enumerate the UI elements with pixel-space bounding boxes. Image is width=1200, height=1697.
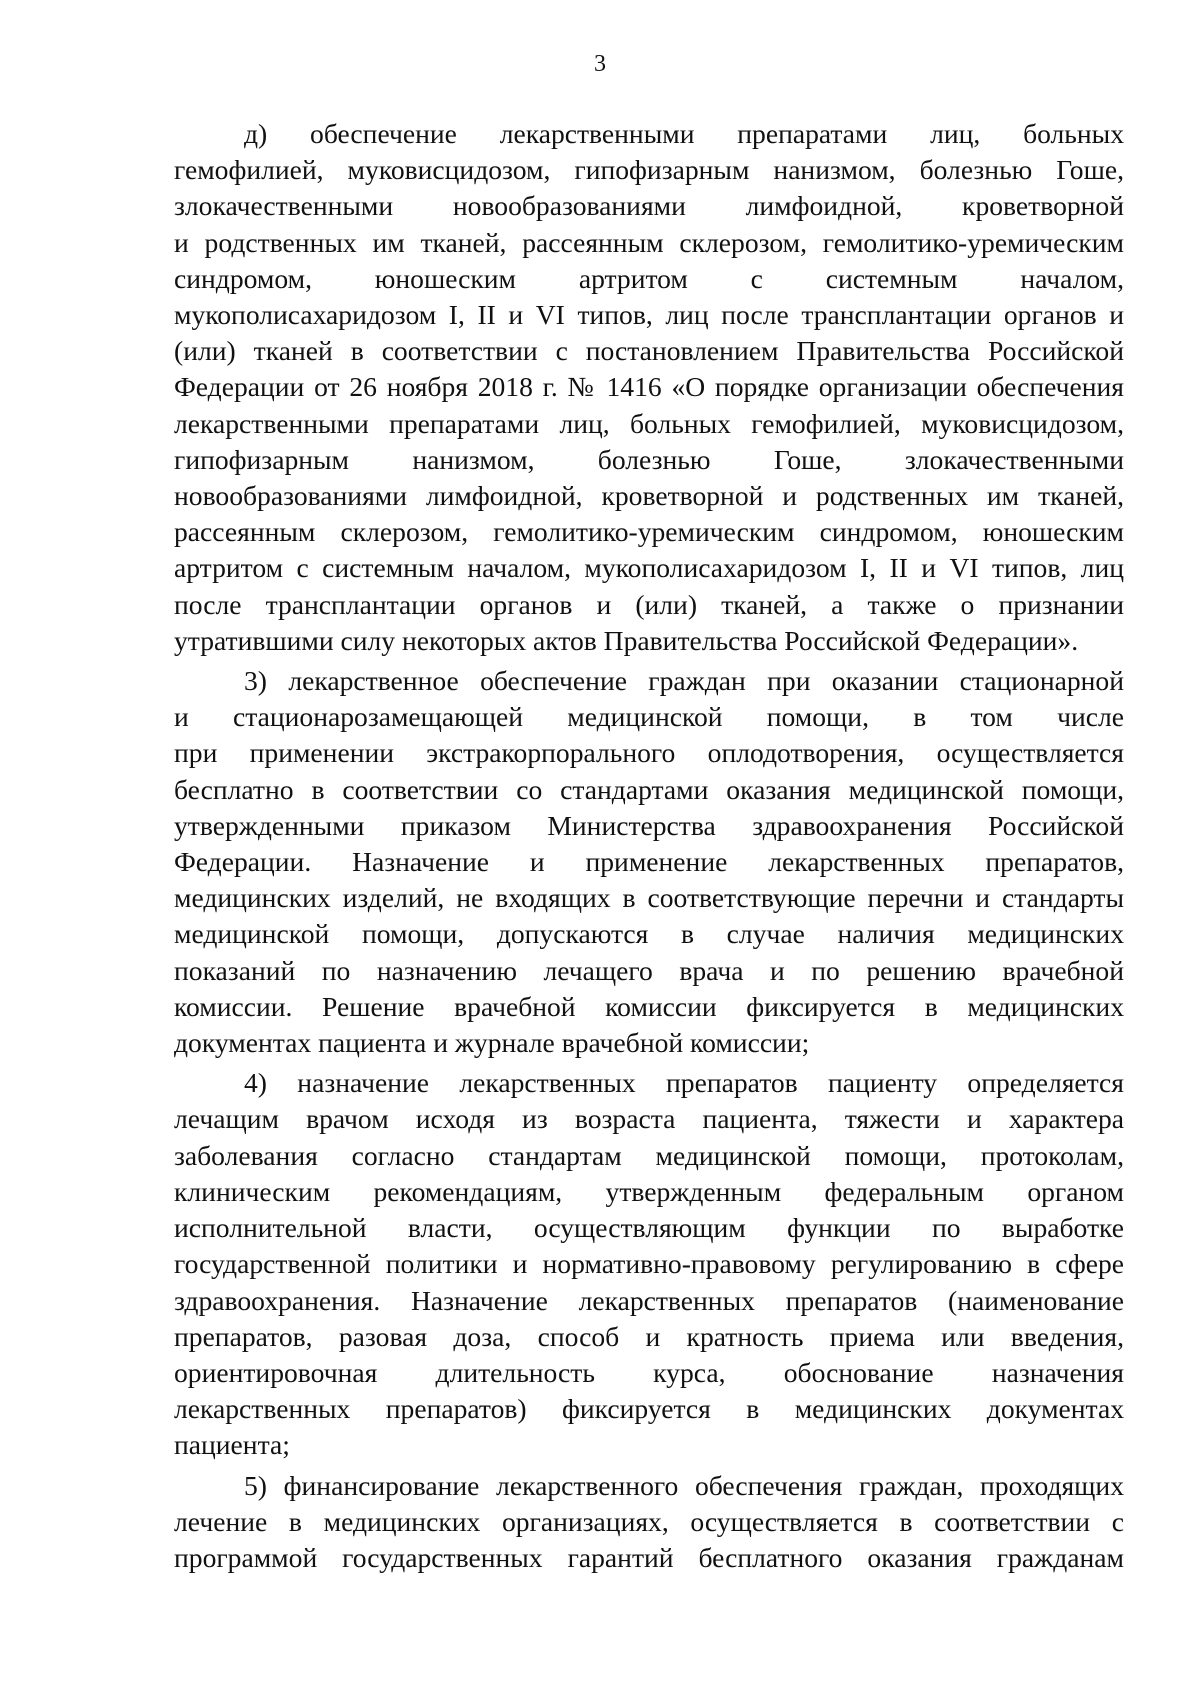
- text-line: д) обеспечение лекарственными препаратами лиц, больных: [244, 118, 1124, 149]
- text-line: препаратов, разовая доза, способ и кратность приема или введения,: [174, 1320, 1124, 1352]
- text-line: утвержденными приказом Министерства здравоохранения Российской: [174, 809, 1124, 841]
- paragraph-5: [174, 1468, 1124, 1577]
- text-line: медицинских изделий, не входящих в соответствующие перечни и стандарты: [174, 882, 1124, 914]
- text-line: заболевания согласно стандартам медицинской помощи, протоколам,: [174, 1139, 1124, 1171]
- text-line: комиссии. Решение врачебной комиссии фиксируется в медицинских: [174, 990, 1124, 1022]
- paragraph-d: [174, 116, 1124, 659]
- text-line: мукополисахаридозом I, II и VI типов, лиц после трансплантации органов и: [174, 299, 1124, 331]
- text-line: исполнительной власти, осуществляющим функции по выработке: [174, 1212, 1124, 1244]
- text-line: документах пациента и журнале врачебной комиссии;: [174, 1027, 810, 1059]
- text-line: бесплатно в соответствии со стандартами оказания медицинской помощи,: [174, 773, 1124, 805]
- text-line: Федерации от 26 ноября 2018 г. № 1416 «О порядке организации обеспечения: [174, 371, 1124, 403]
- paragraph-4: [174, 1065, 1124, 1463]
- text-line: злокачественными новообразованиями лимфоидной, кроветворной: [174, 190, 1124, 222]
- text-line: показаний по назначению лечащего врача и по решению врачебной: [174, 954, 1124, 986]
- text-line: лечение в медицинских организациях, осуществляется в соответствии с: [174, 1505, 1124, 1537]
- text-line: лекарственных препаратов) фиксируется в медицинских документах: [174, 1393, 1124, 1425]
- text-line: гипофизарным нанизмом, болезнью Гоше, злокачественными: [174, 443, 1124, 475]
- text-line: после трансплантации органов и (или) тканей, а также о признании: [174, 588, 1124, 620]
- text-line: утратившими силу некоторых актов Правительства Российской Федерации».: [174, 624, 1079, 656]
- text-line: новообразованиями лимфоидной, кроветворной и родственных им тканей,: [174, 480, 1124, 512]
- text-line: и родственных им тканей, рассеянным склерозом, гемолитико-уремическим: [174, 226, 1124, 258]
- text-line: гемофилией, муковисцидозом, гипофизарным нанизмом, болезнью Гоше,: [174, 154, 1124, 186]
- document-body: [174, 116, 1124, 1580]
- text-line: клиническим рекомендациям, утвержденным федеральным органом: [174, 1175, 1124, 1207]
- text-line: Федерации. Назначение и применение лекарственных препаратов,: [174, 846, 1124, 878]
- text-line: ориентировочная длительность курса, обоснование назначения: [174, 1356, 1124, 1388]
- text-line: лечащим врачом исходя из возраста пациента, тяжести и характера: [174, 1103, 1124, 1135]
- text-line: и стационарозамещающей медицинской помощи, в том числе: [174, 701, 1124, 733]
- text-line: 3) лекарственное обеспечение граждан при оказании стационарной: [244, 665, 1124, 697]
- text-line: лекарственными препаратами лиц, больных гемофилией, муковисцидозом,: [174, 407, 1124, 439]
- text-line: синдромом, юношеским артритом с системным началом,: [174, 262, 1124, 294]
- text-line: (или) тканей в соответствии с постановлением Правительства Российской: [174, 335, 1124, 367]
- text-line: 4) назначение лекарственных препаратов пациенту определяется: [244, 1067, 1124, 1099]
- text-line: здравоохранения. Назначение лекарственных препаратов (наименование: [174, 1284, 1124, 1316]
- text-line: 5) финансирование лекарственного обеспечения граждан, проходящих: [244, 1469, 1124, 1501]
- text-line: пациента;: [174, 1429, 290, 1461]
- page-number: 3: [594, 51, 606, 77]
- text-line: медицинской помощи, допускаются в случае наличия медицинских: [174, 918, 1124, 950]
- text-line: рассеянным склерозом, гемолитико-уремическим синдромом, юношеским: [174, 516, 1124, 548]
- paragraph-3: [174, 663, 1124, 1061]
- text-line: при применении экстракорпорального оплодотворения, осуществляется: [174, 737, 1124, 769]
- text-line: программой государственных гарантий бесплатного оказания гражданам: [174, 1541, 1124, 1573]
- text-line: государственной политики и нормативно-правовому регулированию в сфере: [174, 1248, 1124, 1280]
- text-line: артритом с системным началом, мукополисахаридозом I, II и VI типов, лиц: [174, 552, 1124, 584]
